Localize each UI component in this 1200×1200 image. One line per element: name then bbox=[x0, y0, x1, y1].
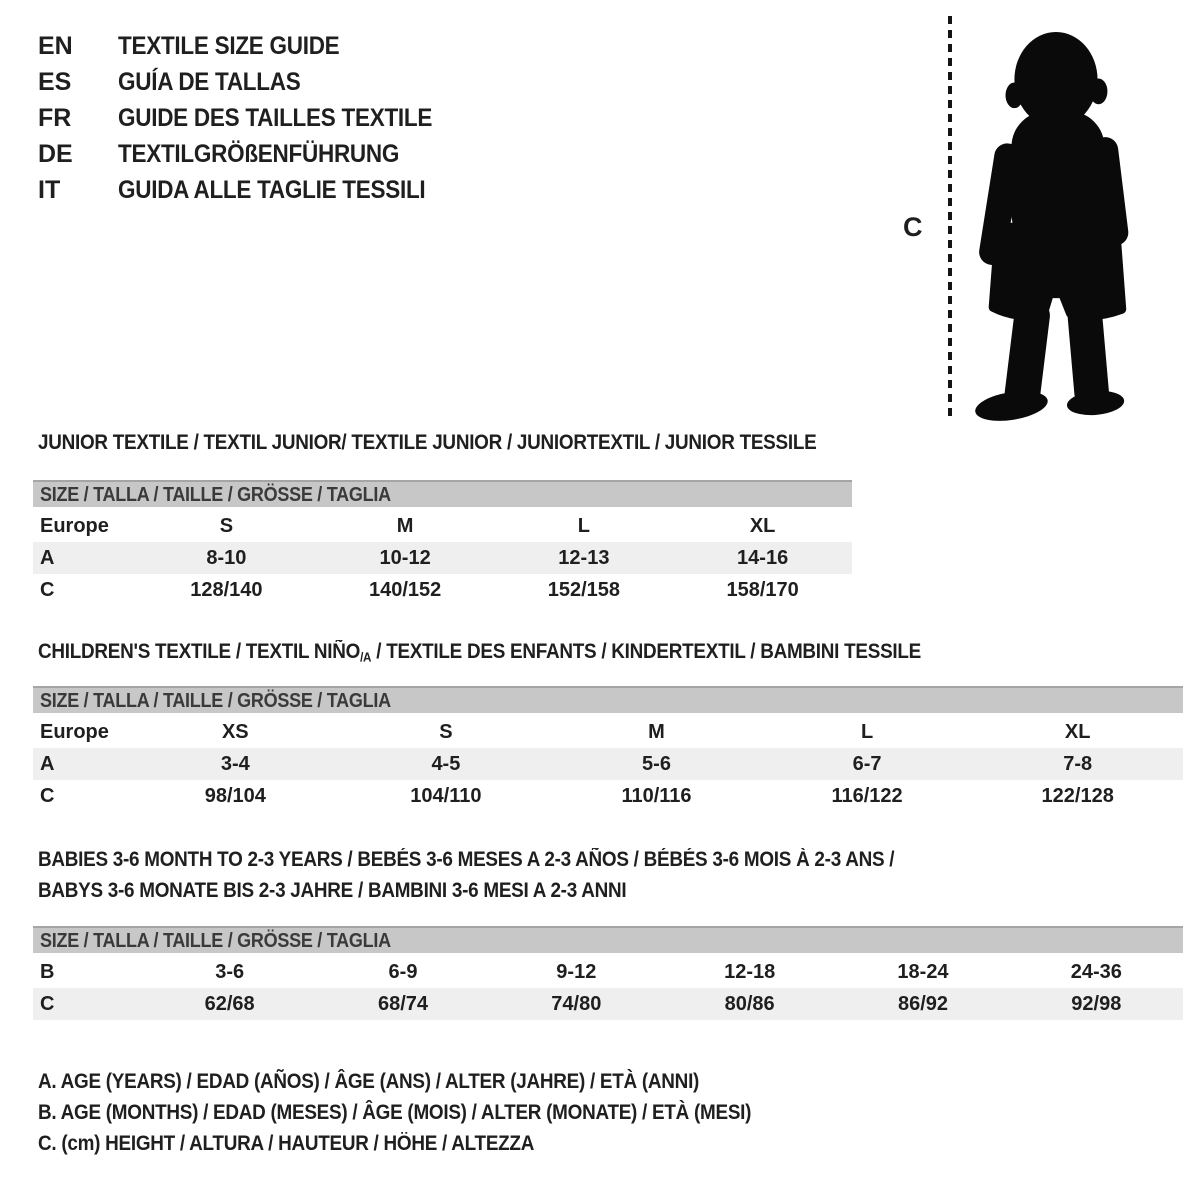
size-cell: 12-13 bbox=[558, 547, 610, 569]
row-label: C bbox=[40, 785, 55, 807]
size-cell: L bbox=[860, 721, 874, 743]
language-title-block bbox=[38, 28, 467, 208]
size-cell: 12-18 bbox=[724, 961, 776, 983]
footnote-c: C. (cm) HEIGHT / ALTURA / HAUTEUR / HÖHE / ALTEZZA bbox=[38, 1132, 535, 1155]
size-cell: 6-9 bbox=[388, 961, 418, 983]
size-cell: 18-24 bbox=[897, 961, 949, 983]
lang-label-de: TEXTILGRÖßENFÜHRUNG bbox=[118, 140, 400, 168]
lang-code-fr: FR bbox=[38, 104, 72, 132]
size-cell: 9-12 bbox=[556, 961, 597, 983]
row-label: A bbox=[40, 547, 55, 569]
children-size-header-bar: SIZE / TALLA / TAILLE / GRÖSSE / TAGLIA bbox=[33, 686, 1183, 713]
lang-code-en: EN bbox=[38, 32, 73, 60]
size-cell: XL bbox=[749, 515, 776, 537]
lang-label-it: GUIDA ALLE TAGLIE TESSILI bbox=[118, 176, 426, 204]
children-size-table bbox=[33, 686, 1183, 812]
size-cell: L bbox=[577, 515, 590, 537]
table-row bbox=[33, 780, 1183, 812]
size-cell: 6-7 bbox=[852, 753, 882, 775]
size-cell: 3-4 bbox=[220, 753, 250, 775]
row-label: C bbox=[40, 993, 55, 1015]
size-cell: 4-5 bbox=[431, 753, 461, 775]
table-row bbox=[33, 716, 1183, 748]
lang-row-es bbox=[38, 64, 467, 100]
row-label: C bbox=[40, 579, 55, 601]
table-row bbox=[33, 748, 1183, 780]
babies-size-table bbox=[33, 926, 1183, 1020]
junior-size-table bbox=[33, 480, 852, 606]
size-cell: 128/140 bbox=[190, 579, 263, 601]
lang-code-de: DE bbox=[38, 140, 73, 168]
children-section-title: CHILDREN'S TEXTILE / TEXTIL NIÑO/A / TEXTILE DES ENFANTS / KINDERTEXTIL / BAMBINI TESSILE bbox=[38, 640, 922, 665]
table-row bbox=[33, 574, 852, 606]
nino-a-subscript: /A bbox=[360, 649, 372, 665]
size-cell: 74/80 bbox=[551, 993, 602, 1015]
legend-footnotes bbox=[38, 1066, 830, 1159]
babies-section-title: BABIES 3-6 MONTH TO 2-3 YEARS / BEBÉS 3-6 MESES A 2-3 AÑOS / BÉBÉS 3-6 MOIS À 2-3 ANS / BABYS 3-6 MONATE BIS 2-3 JAHRE / BAMBINI 3-6 MESI A 2-3 ANNI bbox=[38, 848, 895, 902]
row-label: Europe bbox=[40, 721, 109, 743]
size-cell: 14-16 bbox=[737, 547, 789, 569]
footnote-b: B. AGE (MONTHS) / EDAD (MESES) / ÂGE (MOIS) / ALTER (MONATE) / ETÀ (MESI) bbox=[38, 1101, 752, 1124]
size-cell: 92/98 bbox=[1071, 993, 1122, 1015]
size-cell: M bbox=[648, 721, 665, 743]
size-cell: M bbox=[396, 515, 414, 537]
lang-row-en bbox=[38, 28, 467, 64]
lang-code-es: ES bbox=[38, 68, 72, 96]
size-cell: 3-6 bbox=[215, 961, 245, 983]
lang-label-en: TEXTILE SIZE GUIDE bbox=[118, 32, 340, 60]
lang-label-fr: GUIDE DES TAILLES TEXTILE bbox=[118, 104, 433, 132]
lang-row-it bbox=[38, 172, 467, 208]
size-cell: 10-12 bbox=[379, 547, 431, 569]
size-cell: 5-6 bbox=[642, 753, 671, 775]
size-cell: XL bbox=[1064, 721, 1091, 743]
size-cell: 140/152 bbox=[368, 579, 442, 601]
toddler-silhouette-icon bbox=[960, 14, 1148, 424]
size-cell: S bbox=[219, 515, 234, 537]
size-cell: XS bbox=[221, 721, 249, 743]
size-cell: 110/116 bbox=[621, 785, 692, 807]
size-cell: 116/122 bbox=[831, 785, 903, 807]
babies-size-header-bar: SIZE / TALLA / TAILLE / GRÖSSE / TAGLIA bbox=[33, 926, 1183, 953]
size-cell: 104/110 bbox=[410, 785, 482, 807]
junior-section-title: JUNIOR TEXTILE / TEXTIL JUNIOR/ TEXTILE JUNIOR / JUNIORTEXTIL / JUNIOR TESSILE bbox=[38, 431, 817, 454]
height-measure-label: C bbox=[903, 212, 923, 242]
size-cell: 62/68 bbox=[204, 993, 255, 1015]
table-row bbox=[33, 542, 852, 574]
table-row bbox=[33, 510, 852, 542]
lang-code-it: IT bbox=[38, 176, 61, 204]
size-cell: 98/104 bbox=[204, 785, 266, 807]
size-cell: 122/128 bbox=[1041, 785, 1114, 807]
size-cell: 7-8 bbox=[1063, 753, 1093, 775]
size-cell: 86/92 bbox=[897, 993, 949, 1015]
size-cell: S bbox=[439, 721, 453, 743]
footnote-a: A. AGE (YEARS) / EDAD (AÑOS) / ÂGE (ANS) / ALTER (JAHRE) / ETÀ (ANNI) bbox=[38, 1070, 700, 1093]
table-row bbox=[33, 956, 1183, 988]
size-cell: 8-10 bbox=[206, 547, 247, 569]
lang-row-de bbox=[38, 136, 467, 172]
table-row bbox=[33, 988, 1183, 1020]
size-cell: 158/170 bbox=[726, 579, 799, 601]
junior-size-header-bar: SIZE / TALLA / TAILLE / GRÖSSE / TAGLIA bbox=[33, 480, 852, 507]
row-label: A bbox=[40, 753, 55, 775]
size-cell: 68/74 bbox=[377, 993, 429, 1015]
lang-label-es: GUÍA DE TALLAS bbox=[118, 68, 301, 96]
row-label: Europe bbox=[40, 515, 109, 537]
size-cell: 24-36 bbox=[1070, 961, 1122, 983]
size-cell: 80/86 bbox=[724, 993, 775, 1015]
size-cell: 152/158 bbox=[547, 579, 621, 601]
row-label: B bbox=[40, 961, 55, 983]
height-measure-dashed-line bbox=[948, 16, 952, 416]
lang-row-fr bbox=[38, 100, 467, 136]
